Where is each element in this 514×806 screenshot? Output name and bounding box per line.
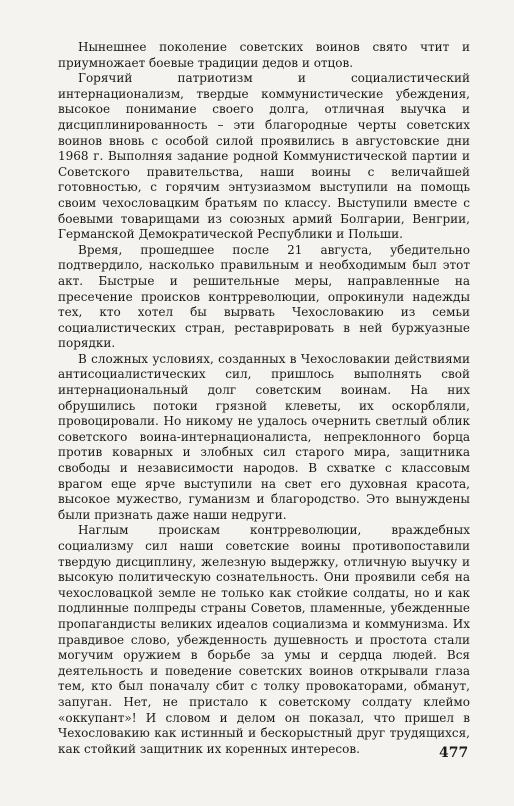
body-text [58,40,470,757]
paragraph-2: Горячий патриотизм и социалистический интернационализм, твердые коммунистические убеждения, высокое понимание своего долга, отличная выучка и дисциплинированность – эти благородные черты советских воинов вновь с особой силой проявились в августовские дни 1968 г. Выполняя задание родной Коммунистической партии и Советского правительства, наши воины с величайшей готовностью, с горячим энтузиазмом выступили на помощь своим чехословацким братьям по классу. Выступили вместе с боевыми товарищами из союзных армий Болгарии, Венгрии, Германской Демократической Республики и Польши. [58,71,470,242]
paragraph-1: Нынешнее поколение советских воинов свято чтит и приумножает боевые традиции дедов и отцов. [58,40,470,70]
paragraph-3: Время, прошедшее после 21 августа, убедительно подтвердило, насколько правильным и необходимым был этот акт. Быстрые и решительные меры, направленные на пресечение происков контрреволюции, опрокинули надежды тех, кто хотел бы вырвать Чехословакию из семьи социалистических стран, реставрировать в ней буржуазные порядки. [58,242,470,351]
paragraph-4: В сложных условиях, созданных в Чехословакии действиями антисоциалистических сил, пришлось выполнять свой интернациональный долг советским воинам. На них обрушились потоки грязной клеветы, их оскорбляли, провоцировали. Но никому не удалось очернить светлый облик советского воина-интернационалиста, непреклонного борца против коварных и злобных сил старого мира, защитника свободы и независимости народов. В схватке с классовым врагом еще ярче выступили на свет его духовная красота, высокое мужество, гуманизм и благородство. Это вынуждены были признать даже наши недруги. [58,351,470,522]
page-number: 477 [439,745,469,761]
paragraph-5: Наглым проискам контрреволюции, враждебных социализму сил наши советские воины противопоставили твердую дисциплину, железную выдержку, отличную выучку и высокую политическую сознательность. Они проявили себя на чехословацкой земле не только как стойкие солдаты, но и как подлинные полпреды страны Советов, пламенные, убежденные пропагандисты великих идеалов социализма и коммунизма. Их правдивое слово, убежденность душевность и простота стали могучим оружием в борьбе за умы и сердца людей. Вся деятельность и поведение советских воинов открывали глаза тем, кто был поначалу сбит с толку провокаторами, обманут, запуган. Нет, не пристало к советскому солдату клеймо «оккупант»! И словом и делом он показал, что пришел в Чехословакию как истинный и бескорыстный друг трудящихся, как стойкий защитник их коренных интересов. [58,523,470,756]
